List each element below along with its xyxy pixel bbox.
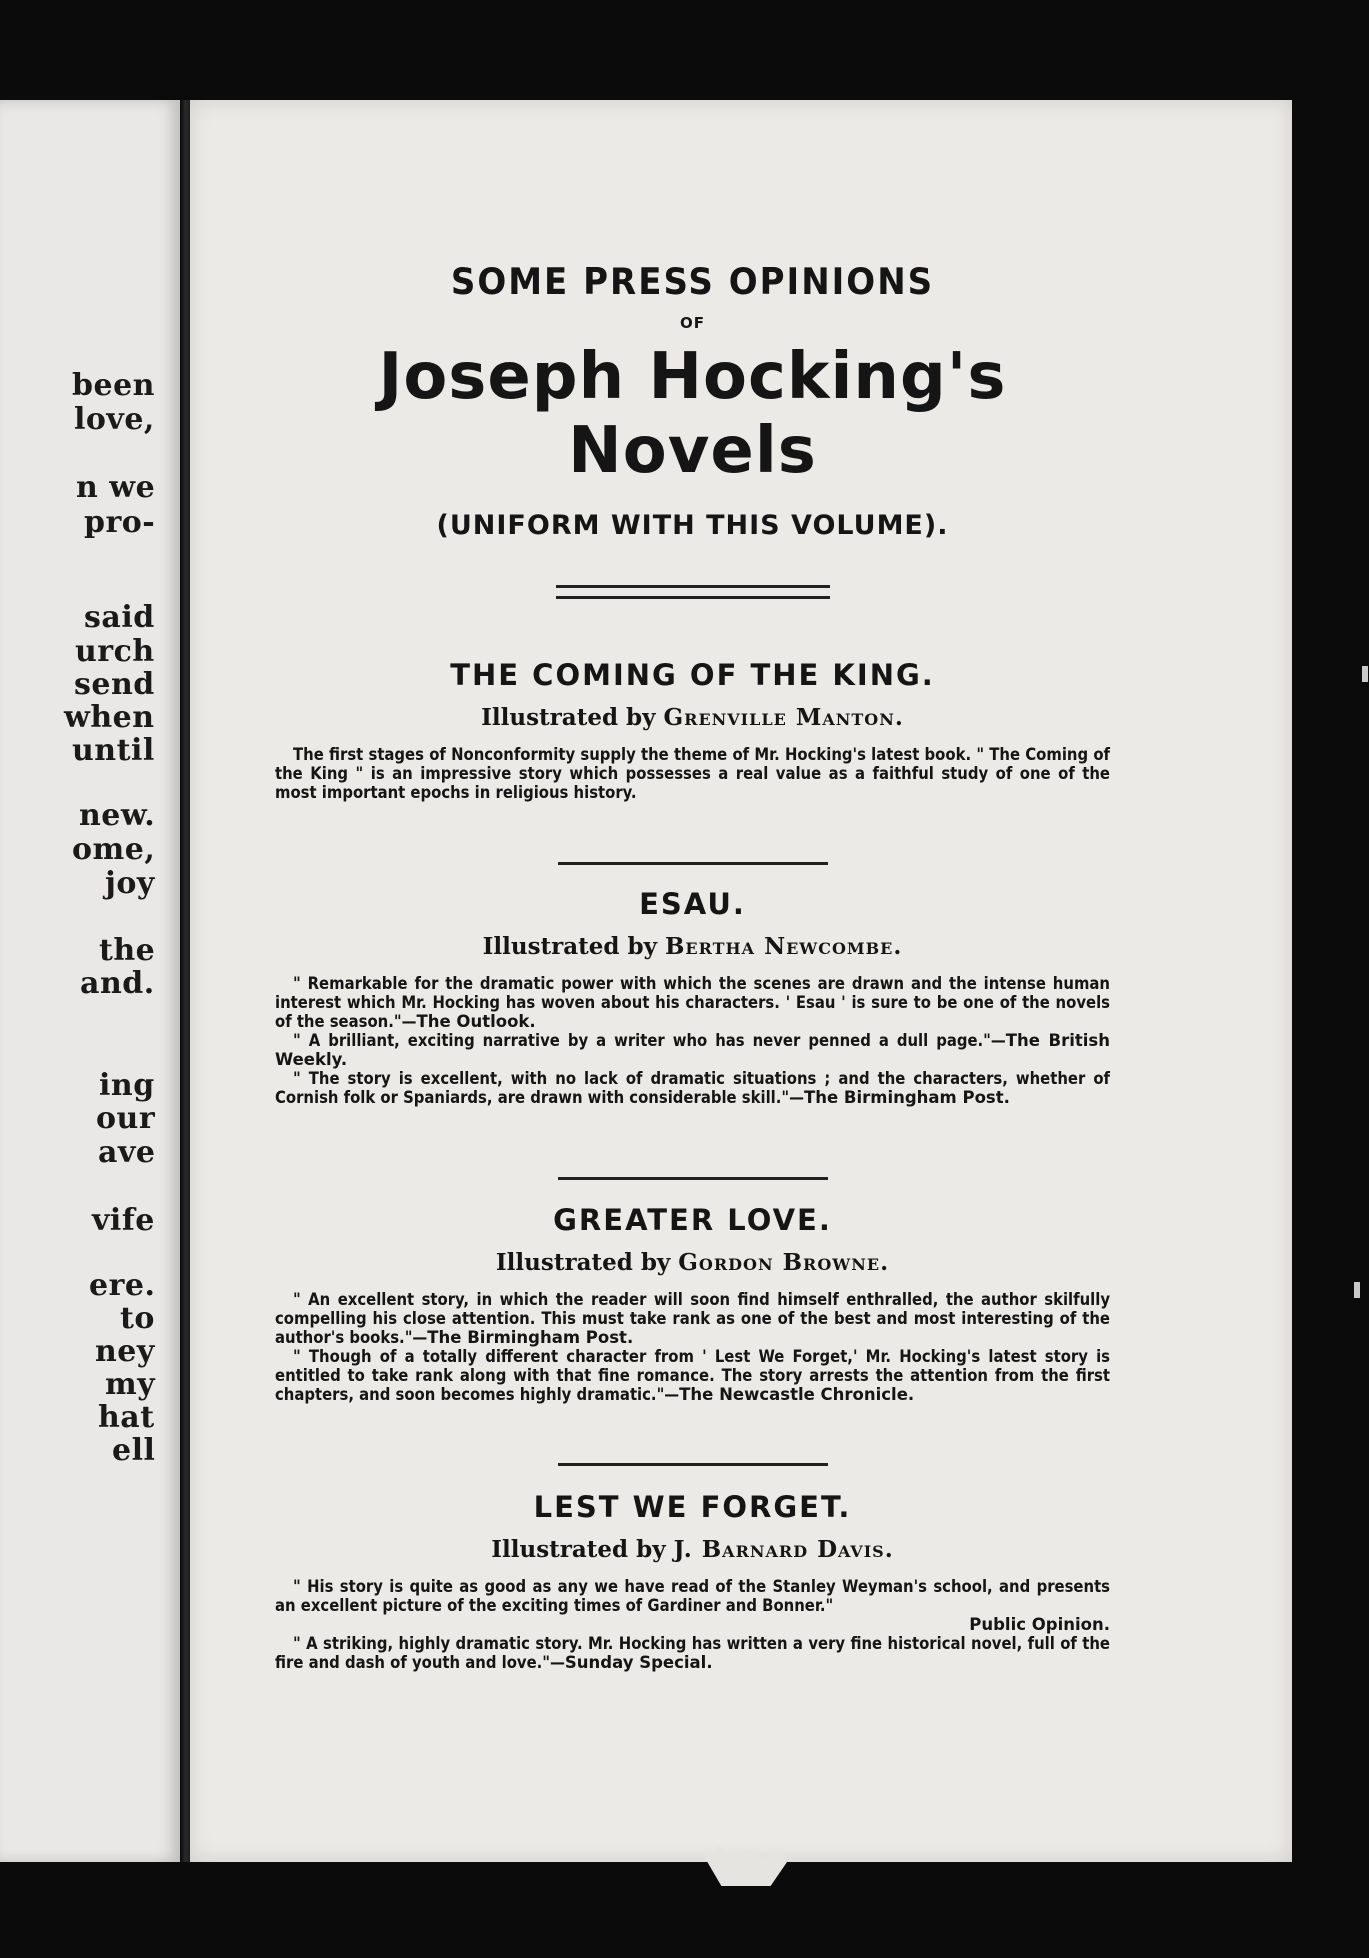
left-page-fragment: n we <box>76 470 156 505</box>
edge-mark <box>1354 1282 1360 1298</box>
review <box>275 745 1110 802</box>
reviews <box>275 974 1110 1107</box>
review <box>275 1031 1110 1069</box>
review-text: The first stages of Nonconformity supply the theme of Mr. Hocking's latest book. " The Coming of the King " is an impressive story which possesses a real value as a faithful study of one of the most important epochs in religious history. <box>275 745 1110 802</box>
review-source: The Birmingham Post. <box>427 1328 634 1347</box>
illustrated-by-label: Illustrated by <box>481 704 656 731</box>
illustrator-name: J. Barnard Davis. <box>673 1536 894 1563</box>
reviews <box>275 1577 1110 1672</box>
review-text: " An excellent story, in which the reader will soon find himself enthralled, the author skilfully compelling his close attention. This must take rank as one of the best and most interesting of the author's books."— <box>275 1290 1110 1347</box>
review-source: Sunday Special. <box>564 1653 713 1672</box>
review-text: " The story is excellent, with no lack of dramatic situations ; and the characters, whether of Cornish folk or Spaniards, are drawn with considerable skill."— <box>275 1069 1110 1107</box>
novel-title: THE COMING OF THE KING. <box>450 658 935 692</box>
review-source: Public Opinion. <box>969 1615 1110 1634</box>
section-divider <box>275 862 1110 865</box>
review <box>275 1069 1110 1107</box>
subtitle: (UNIFORM WITH THIS VOLUME). <box>436 510 949 541</box>
novel-section <box>275 658 1110 802</box>
left-page-fragment: until <box>72 733 155 768</box>
novel-section <box>275 1490 1110 1672</box>
torn-paper-fragment <box>705 1846 787 1886</box>
page-title: SOME PRESS OPINIONS <box>450 260 935 304</box>
review <box>275 1634 1110 1672</box>
section-divider <box>275 1177 1110 1180</box>
review-source: The Newcastle Chronicle. <box>679 1385 915 1404</box>
left-page-fragment: been <box>72 368 155 403</box>
review <box>275 1290 1110 1347</box>
illustrator-line <box>275 933 1110 960</box>
review-text: " His story is quite as good as any we have read of the Stanley Weyman's school, and presents an excellent picture of the exciting times of Gardiner and Bonner." <box>275 1577 1110 1615</box>
left-page-fragment: and. <box>80 966 155 1001</box>
left-page-fragment: when <box>64 700 155 735</box>
left-page-fragment: ome, <box>72 832 156 867</box>
review-text: " A striking, highly dramatic story. Mr. Hocking has written a very fine historical novel, full of the fire and dash of youth and love."— <box>275 1634 1110 1672</box>
review-source: The Outlook. <box>416 1012 536 1031</box>
review <box>275 974 1110 1031</box>
novel-section <box>275 887 1110 1107</box>
of-word: OF <box>680 314 705 332</box>
double-rule-divider <box>556 585 830 599</box>
review <box>275 1577 1110 1634</box>
novel-title: ESAU. <box>639 887 746 921</box>
illustrator-name: Gordon Browne. <box>678 1249 890 1276</box>
review-source: The British Weekly. <box>275 1031 1110 1069</box>
illustrator-line <box>275 704 1110 731</box>
illustrated-by-label: Illustrated by <box>495 1249 671 1276</box>
left-page-fragment: send <box>74 667 155 702</box>
review <box>275 1347 1110 1404</box>
illustrated-by-label: Illustrated by <box>482 933 657 960</box>
section-divider <box>275 1463 1110 1466</box>
review-source: The Birmingham Post. <box>803 1088 1010 1107</box>
left-facing-page: been love, n we pro- said urch send when until new. ome, joy the and. ing our ave vife ere. to ney my hat ell <box>0 100 180 1862</box>
review-text: " Though of a totally different character from ' Lest We Forget,' Mr. Hocking's latest story is entitled to take rank along with that fine romance. The story arrests the attention from the first chapters, and soon becomes highly dramatic."— <box>275 1347 1110 1404</box>
novel-title: LEST WE FORGET. <box>533 1490 852 1524</box>
illustrator-line <box>275 1249 1110 1276</box>
review-text: " Remarkable for the dramatic power with which the scenes are drawn and the intense human interest which Mr. Hocking has woven about his characters. ' Esau ' is sure to be one of the novels of the season."— <box>275 974 1110 1031</box>
left-page-fragment: love, <box>74 402 155 437</box>
novel-title: GREATER LOVE. <box>553 1203 832 1237</box>
edge-mark <box>1362 666 1368 682</box>
illustrator-name: Bertha Newcombe. <box>664 933 903 960</box>
illustrator-line <box>275 1536 1110 1563</box>
illustrator-name: Grenville Manton. <box>663 704 904 731</box>
main-page <box>190 100 1292 1862</box>
novel-section <box>275 1203 1110 1404</box>
page-content <box>275 100 1110 1672</box>
illustrated-by-label: Illustrated by <box>491 1536 666 1563</box>
left-page-fragment: new. <box>79 798 156 833</box>
main-heading: Joseph Hocking's Novels <box>378 340 1007 488</box>
review-text: " A brilliant, exciting narrative by a writer who has never penned a dull page."— <box>293 1031 1006 1050</box>
reviews <box>275 1290 1110 1404</box>
reviews <box>275 745 1110 802</box>
left-page-fragment: urch <box>75 634 155 669</box>
